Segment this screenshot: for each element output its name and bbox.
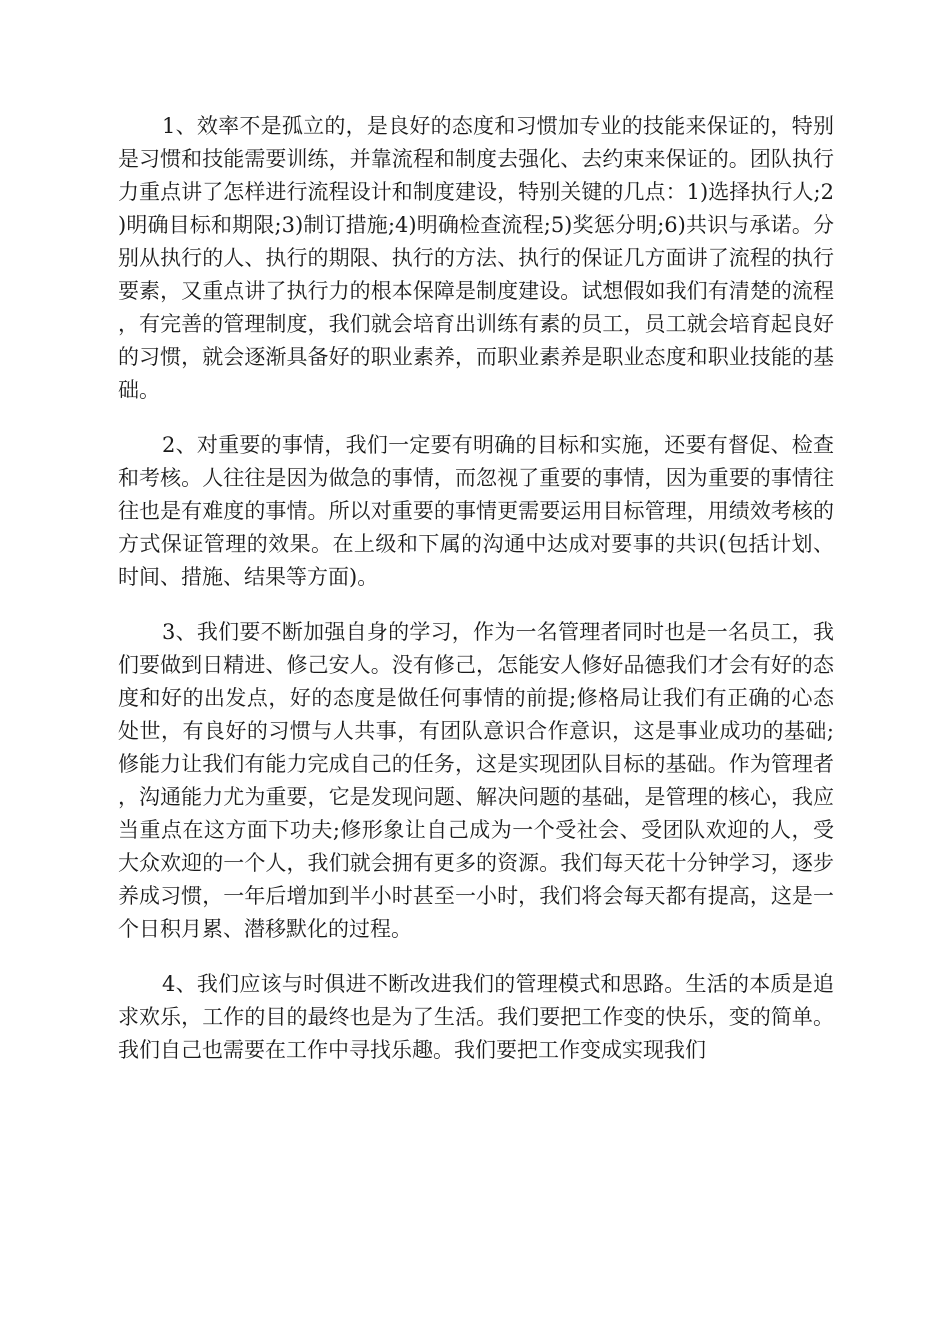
paragraph-2: 2、对重要的事情，我们一定要有明确的目标和实施，还要有督促、检查和考核。人往往是因为做急的事情，而忽视了重要的事情，因为重要的事情往往也是有难度的事情。所以对重要的事情更需要运用目标管理，用绩效考核的方式保证管理的效果。在上级和下属的沟通中达成对要事的共识(包括计划、时间、措施、结果等方面)。 xyxy=(118,433,834,589)
paragraph-4: 4、我们应该与时俱进不断改进我们的管理模式和思路。生活的本质是追求欢乐，工作的目的最终也是为了生活。我们要把工作变的快乐，变的简单。我们自己也需要在工作中寻找乐趣。我们要把工作变成实现我们 xyxy=(118,972,834,1062)
paragraph-3: 3、我们要不断加强自身的学习，作为一名管理者同时也是一名员工，我们要做到日精进、修己安人。没有修己，怎能安人修好品德我们才会有好的态度和好的出发点，好的态度是做任何事情的前提;修格局让我们有正确的心态处世，有良好的习惯与人共事，有团队意识合作意识，这是事业成功的基础;修能力让我们有能力完成自己的任务，这是实现团队目标的基础。作为管理者，沟通能力尤为重要，它是发现问题、解决问题的基础，是管理的核心，我应当重点在这方面下功夫;修形象让自己成为一个受社会、受团队欢迎的人，受大众欢迎的一个人，我们就会拥有更多的资源。我们每天花十分钟学习，逐步养成习惯，一年后增加到半小时甚至一小时，我们将会每天都有提高，这是一个日积月累、潜移默化的过程。 xyxy=(118,620,834,941)
paragraph-1: 1、效率不是孤立的，是良好的态度和习惯加专业的技能来保证的，特别是习惯和技能需要训练，并靠流程和制度去强化、去约束来保证的。团队执行力重点讲了怎样进行流程设计和制度建设，特别关键的几点：1)选择执行人;2)明确目标和期限;3)制订措施;4)明确检查流程;5)奖惩分明;6)共识与承诺。分别从执行的人、执行的期限、执行的方法、执行的保证几方面讲了流程的执行要素，又重点讲了执行力的根本保障是制度建设。试想假如我们有清楚的流程，有完善的管理制度，我们就会培育出训练有素的员工，员工就会培育起良好的习惯，就会逐渐具备好的职业素养，而职业素养是职业态度和职业技能的基础。 xyxy=(118,114,834,402)
document-body xyxy=(118,110,834,1089)
